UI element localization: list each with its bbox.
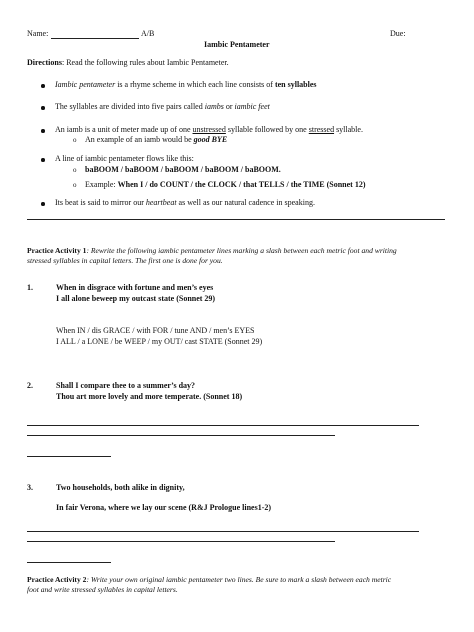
bullet-icon xyxy=(41,158,45,162)
answer-line[interactable] xyxy=(27,425,419,426)
item-2-line2: Thou art more lovely and more temperate. (Sonnet 18) xyxy=(56,392,243,401)
sub-bullet-icon: o xyxy=(73,181,77,189)
rule-4-pattern: baBOOM / baBOOM / baBOOM / baBOOM / baBOOM. xyxy=(85,165,281,174)
rule-4: A line of iambic pentameter flows like this: xyxy=(55,154,194,163)
item-3-line1: Two households, both alike in dignity, xyxy=(56,483,185,492)
rule-2: The syllables are divided into five pairs called iambs or iambic feet xyxy=(55,102,270,111)
rule-5: Its beat is said to mirror our heartbeat as well as our natural cadence in speaking. xyxy=(55,198,315,207)
item-3-line2: In fair Verona, where we lay our scene (R&J Prologue lines1-2) xyxy=(56,503,272,512)
activity-2-instructions: Practice Activity 2: Write your own original iambic pentameter two lines. Be sure to mark a slash between each metric xyxy=(27,575,392,584)
item-3-number: 3. xyxy=(27,483,33,492)
rule-4-example: Example: When I / do COUNT / the CLOCK / that TELLS / the TIME (Sonnet 12) xyxy=(85,180,366,189)
name-blank xyxy=(51,38,139,39)
section-divider xyxy=(27,219,445,220)
item-1-line1: When in disgrace with fortune and men’s eyes xyxy=(56,283,214,292)
answer-line[interactable] xyxy=(27,562,111,563)
bullet-icon xyxy=(41,84,45,88)
activity-1-instructions: Practice Activity 1: Rewrite the following iambic pentameter lines marking a slash between each metric foot and writing xyxy=(27,246,397,255)
directions-label: Directions xyxy=(27,58,62,67)
answer-line[interactable] xyxy=(27,435,335,436)
activity-2-instructions-line2: foot and write stressed syllables in capital letters. xyxy=(27,585,178,594)
bullet-icon xyxy=(41,129,45,133)
item-2-number: 2. xyxy=(27,381,33,390)
bullet-icon xyxy=(41,202,45,206)
activity-1-instructions-line2: stressed syllables in capital letters. The first one is done for you. xyxy=(27,256,223,265)
item-1-answer-line2: I ALL / a LONE / be WEEP / my OUT/ cast STATE (Sonnet 29) xyxy=(56,337,263,346)
page-title: Iambic Pentameter xyxy=(204,40,270,49)
due-label: Due: xyxy=(390,29,406,38)
rule-3-example: An example of an iamb would be good BYE xyxy=(85,135,228,144)
answer-line[interactable] xyxy=(27,531,419,532)
answer-line[interactable] xyxy=(27,541,335,542)
directions-text: : Read the following rules about Iambic Pentameter. xyxy=(61,58,229,67)
item-1-number: 1. xyxy=(27,283,33,292)
name-label: Name: xyxy=(27,29,49,38)
answer-line[interactable] xyxy=(27,456,111,457)
directions xyxy=(27,58,229,68)
ab-label: A/B xyxy=(141,29,155,38)
rule-1: Iambic pentameter is a rhyme scheme in which each line consists of ten syllables xyxy=(55,80,317,89)
activity-2-label: Practice Activity 2 xyxy=(27,575,87,584)
sub-bullet-icon: o xyxy=(73,166,77,174)
item-2-line1: Shall I compare thee to a summer’s day? xyxy=(56,381,196,390)
rule-3: An iamb is a unit of meter made up of one unstressed syllable followed by one stressed syllable. xyxy=(55,125,363,134)
item-1-answer-line1: When IN / dis GRACE / with FOR / tune AND / men’s EYES xyxy=(56,326,255,335)
bullet-icon xyxy=(41,106,45,110)
sub-bullet-icon: o xyxy=(73,136,77,144)
activity-1-label: Practice Activity 1 xyxy=(27,246,87,255)
item-1-line2: I all alone beweep my outcast state (Sonnet 29) xyxy=(56,294,216,303)
